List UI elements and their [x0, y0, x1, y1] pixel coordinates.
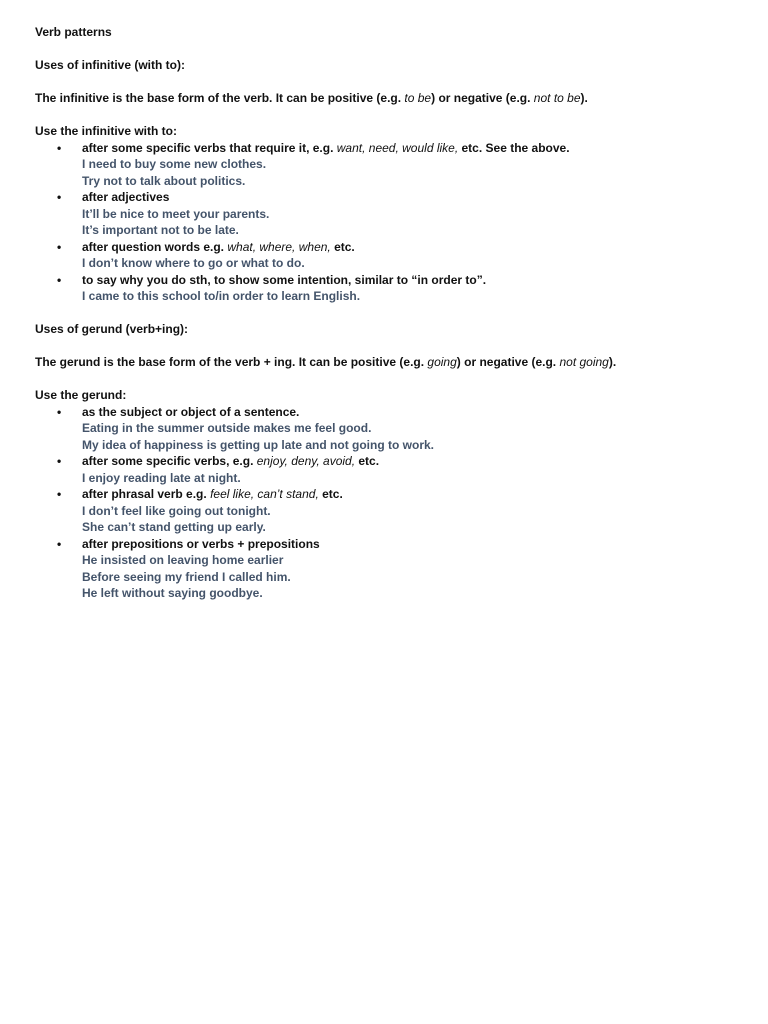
gerund-bullet-3: • after phrasal verb e.g. feel like, can’t stand, etc.: [57, 487, 343, 501]
infinitive-heading: Uses of infinitive (with to):: [35, 58, 185, 72]
bullet-dot: •: [57, 487, 62, 501]
gerund-bullet-2: • after some specific verbs, e.g. enjoy, deny, avoid, etc.: [57, 454, 380, 468]
page-title: Verb patterns: [35, 25, 112, 39]
example-sentence: It’ll be nice to meet your parents.: [82, 206, 270, 221]
example-sentence: It’s important not to be late.: [82, 223, 239, 237]
infinitive-bullet-4: • to say why you do sth, to show some intention, similar to “in order to”.: [57, 272, 487, 287]
bullet-dot: •: [57, 190, 62, 204]
example-sentence: I don’t know where to go or what to do.: [82, 256, 305, 270]
example-sentence: I came to this school to/in order to learn English.: [82, 289, 361, 303]
bullet-dot: •: [57, 454, 62, 468]
infinitive-use-heading: Use the infinitive with to:: [35, 124, 178, 138]
example-sentence: I enjoy reading late at night.: [82, 470, 241, 485]
gerund-use-heading: Use the gerund:: [35, 388, 127, 402]
gerund-bullet-4: • after prepositions or verbs + prepositions: [57, 536, 320, 551]
example-sentence: She can’t stand getting up early.: [82, 520, 266, 534]
infinitive-bullet-2: • after adjectives: [57, 190, 170, 204]
example-sentence: Try not to talk about politics.: [82, 173, 246, 188]
bullet-dot: •: [57, 140, 62, 155]
bullet-dot: •: [57, 536, 62, 551]
example-sentence: I need to buy some new clothes.: [82, 157, 267, 171]
bullet-dot: •: [57, 239, 62, 254]
gerund-bullet-1: • as the subject or object of a sentence.: [57, 404, 300, 419]
infinitive-bullet-3: • after question words e.g. what, where, when, etc.: [57, 239, 355, 254]
example-sentence: He insisted on leaving home earlier: [82, 553, 284, 567]
example-sentence: Eating in the summer outside makes me feel good.: [82, 421, 372, 435]
bullet-dot: •: [57, 404, 62, 419]
document-body: [35, 24, 735, 602]
bullet-dot: •: [57, 272, 62, 287]
gerund-definition: The gerund is the base form of the verb + ing. It can be positive (e.g. going) or negative (e.g. not going).: [35, 355, 617, 369]
infinitive-definition: The infinitive is the base form of the verb. It can be positive (e.g. to be) or negative (e.g. not to be).: [35, 91, 588, 105]
example-sentence: I don’t feel like going out tonight.: [82, 503, 271, 518]
infinitive-bullet-1: • after some specific verbs that require it, e.g. want, need, would like, etc. See the above.: [57, 140, 570, 155]
example-sentence: My idea of happiness is getting up late and not going to work.: [82, 437, 435, 452]
gerund-heading: Uses of gerund (verb+ing):: [35, 322, 189, 336]
example-sentence: Before seeing my friend I called him.: [82, 569, 291, 584]
example-sentence: He left without saying goodbye.: [82, 586, 263, 600]
